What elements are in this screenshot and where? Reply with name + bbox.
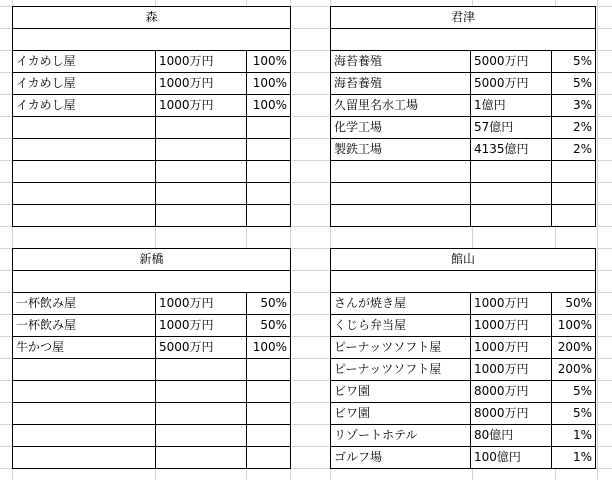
table-title-row bbox=[331, 249, 596, 271]
table-row bbox=[13, 139, 291, 161]
value-cell[interactable]: 80億円 bbox=[471, 425, 552, 447]
business-name-cell[interactable] bbox=[13, 205, 156, 227]
table-row bbox=[331, 359, 596, 381]
business-name-cell[interactable] bbox=[13, 381, 156, 403]
value-cell[interactable]: 1000万円 bbox=[471, 315, 552, 337]
value-cell[interactable]: 1億円 bbox=[471, 95, 552, 117]
percent-cell[interactable]: 3% bbox=[552, 95, 596, 117]
percent-cell[interactable]: 100% bbox=[247, 73, 291, 95]
percent-cell[interactable]: 5% bbox=[552, 403, 596, 425]
percent-cell[interactable] bbox=[247, 359, 291, 381]
percent-cell[interactable]: 100% bbox=[247, 51, 291, 73]
blank-cell[interactable] bbox=[331, 271, 596, 293]
value-cell[interactable] bbox=[156, 183, 247, 205]
percent-cell[interactable] bbox=[247, 183, 291, 205]
value-cell[interactable]: 1000万円 bbox=[156, 51, 247, 73]
business-name-cell[interactable]: 化学工場 bbox=[331, 117, 471, 139]
percent-cell[interactable] bbox=[247, 205, 291, 227]
table-title-row bbox=[13, 7, 291, 29]
value-cell[interactable] bbox=[471, 183, 552, 205]
location-title-cell[interactable]: 君津 bbox=[331, 7, 596, 29]
percent-cell[interactable]: 5% bbox=[552, 381, 596, 403]
value-cell[interactable] bbox=[156, 117, 247, 139]
blank-row bbox=[13, 271, 291, 293]
percent-cell[interactable]: 50% bbox=[247, 293, 291, 315]
business-name-cell[interactable]: さんが焼き屋 bbox=[331, 293, 471, 315]
percent-cell[interactable]: 5% bbox=[552, 51, 596, 73]
percent-cell[interactable]: 50% bbox=[247, 315, 291, 337]
percent-cell[interactable] bbox=[247, 447, 291, 469]
table-row bbox=[331, 425, 596, 447]
percent-cell[interactable]: 1% bbox=[552, 447, 596, 469]
value-cell[interactable]: 57億円 bbox=[471, 117, 552, 139]
table-title-row bbox=[331, 7, 596, 29]
percent-cell[interactable] bbox=[247, 381, 291, 403]
value-cell[interactable] bbox=[156, 425, 247, 447]
table-row bbox=[13, 359, 291, 381]
table-row bbox=[331, 403, 596, 425]
percent-cell[interactable]: 100% bbox=[247, 337, 291, 359]
value-cell[interactable] bbox=[471, 161, 552, 183]
property-table-shinbashi bbox=[12, 248, 291, 469]
table-row bbox=[13, 183, 291, 205]
percent-cell[interactable] bbox=[552, 161, 596, 183]
percent-cell[interactable] bbox=[552, 205, 596, 227]
percent-cell[interactable] bbox=[247, 117, 291, 139]
table-row bbox=[13, 403, 291, 425]
value-cell[interactable] bbox=[471, 205, 552, 227]
percent-cell[interactable]: 200% bbox=[552, 337, 596, 359]
blank-cell[interactable] bbox=[331, 29, 596, 51]
value-cell[interactable] bbox=[156, 381, 247, 403]
value-cell[interactable] bbox=[156, 359, 247, 381]
property-table-kimitsu bbox=[330, 6, 596, 227]
table-row bbox=[13, 425, 291, 447]
business-name-cell[interactable] bbox=[13, 183, 156, 205]
percent-cell[interactable]: 100% bbox=[552, 315, 596, 337]
business-name-cell[interactable] bbox=[331, 161, 471, 183]
table-row bbox=[331, 95, 596, 117]
business-name-cell[interactable]: ゴルフ場 bbox=[331, 447, 471, 469]
table-row bbox=[331, 381, 596, 403]
percent-cell[interactable] bbox=[247, 139, 291, 161]
location-title-cell[interactable]: 新橋 bbox=[13, 249, 291, 271]
business-name-cell[interactable]: 製鉄工場 bbox=[331, 139, 471, 161]
percent-cell[interactable]: 1% bbox=[552, 425, 596, 447]
table-row bbox=[13, 117, 291, 139]
table-title-row bbox=[13, 249, 291, 271]
business-name-cell[interactable] bbox=[13, 359, 156, 381]
blank-cell[interactable] bbox=[13, 29, 291, 51]
table-row bbox=[331, 139, 596, 161]
business-name-cell[interactable]: 海苔養殖 bbox=[331, 51, 471, 73]
business-name-cell[interactable]: ビワ園 bbox=[331, 403, 471, 425]
business-name-cell[interactable]: イカめし屋 bbox=[13, 73, 156, 95]
value-cell[interactable] bbox=[156, 205, 247, 227]
table-row bbox=[13, 337, 291, 359]
business-name-cell[interactable]: 牛かつ屋 bbox=[13, 337, 156, 359]
business-name-cell[interactable] bbox=[13, 403, 156, 425]
percent-cell[interactable]: 2% bbox=[552, 139, 596, 161]
percent-cell[interactable] bbox=[247, 425, 291, 447]
table-row bbox=[331, 51, 596, 73]
business-name-cell[interactable]: くじら弁当屋 bbox=[331, 315, 471, 337]
blank-row bbox=[331, 29, 596, 51]
table-row bbox=[13, 51, 291, 73]
value-cell[interactable]: 1000万円 bbox=[471, 337, 552, 359]
blank-row bbox=[331, 271, 596, 293]
percent-cell[interactable] bbox=[247, 403, 291, 425]
percent-cell[interactable] bbox=[247, 161, 291, 183]
table-row bbox=[331, 73, 596, 95]
value-cell[interactable]: 1000万円 bbox=[156, 95, 247, 117]
value-cell[interactable] bbox=[156, 139, 247, 161]
business-name-cell[interactable]: 海苔養殖 bbox=[331, 73, 471, 95]
business-name-cell[interactable] bbox=[13, 139, 156, 161]
business-name-cell[interactable] bbox=[331, 205, 471, 227]
table-row bbox=[331, 205, 596, 227]
location-title-cell[interactable]: 森 bbox=[13, 7, 291, 29]
value-cell[interactable]: 1000万円 bbox=[156, 315, 247, 337]
business-name-cell[interactable] bbox=[13, 425, 156, 447]
property-table-tateyama bbox=[330, 248, 596, 469]
table-row bbox=[13, 315, 291, 337]
business-name-cell[interactable]: ピーナッツソフト屋 bbox=[331, 337, 471, 359]
business-name-cell[interactable]: ピーナッツソフト屋 bbox=[331, 359, 471, 381]
value-cell[interactable]: 5000万円 bbox=[471, 73, 552, 95]
table-row bbox=[331, 183, 596, 205]
table-row bbox=[13, 381, 291, 403]
value-cell[interactable]: 1000万円 bbox=[156, 73, 247, 95]
business-name-cell[interactable]: 一杯飲み屋 bbox=[13, 315, 156, 337]
table-row bbox=[13, 73, 291, 95]
blank-cell[interactable] bbox=[13, 271, 291, 293]
value-cell[interactable] bbox=[156, 447, 247, 469]
table-row bbox=[331, 117, 596, 139]
percent-cell[interactable]: 100% bbox=[247, 95, 291, 117]
business-name-cell[interactable]: イカめし屋 bbox=[13, 51, 156, 73]
percent-cell[interactable]: 50% bbox=[552, 293, 596, 315]
value-cell[interactable]: 8000万円 bbox=[471, 403, 552, 425]
table-row bbox=[13, 161, 291, 183]
value-cell[interactable]: 1000万円 bbox=[471, 293, 552, 315]
percent-cell[interactable]: 5% bbox=[552, 73, 596, 95]
table-row bbox=[13, 293, 291, 315]
table-row bbox=[13, 447, 291, 469]
value-cell[interactable]: 5000万円 bbox=[471, 51, 552, 73]
business-name-cell[interactable]: 久留里名水工場 bbox=[331, 95, 471, 117]
table-row bbox=[331, 447, 596, 469]
table-row bbox=[331, 315, 596, 337]
table-row bbox=[13, 205, 291, 227]
value-cell[interactable]: 8000万円 bbox=[471, 381, 552, 403]
business-name-cell[interactable]: ビワ園 bbox=[331, 381, 471, 403]
value-cell[interactable]: 5000万円 bbox=[156, 337, 247, 359]
value-cell[interactable]: 4135億円 bbox=[471, 139, 552, 161]
business-name-cell[interactable]: イカめし屋 bbox=[13, 95, 156, 117]
gridline-col bbox=[597, 0, 598, 480]
business-name-cell[interactable]: 一杯飲み屋 bbox=[13, 293, 156, 315]
location-title-cell[interactable]: 館山 bbox=[331, 249, 596, 271]
value-cell[interactable]: 1000万円 bbox=[156, 293, 247, 315]
table-row bbox=[331, 337, 596, 359]
business-name-cell[interactable] bbox=[13, 117, 156, 139]
business-name-cell[interactable] bbox=[331, 183, 471, 205]
business-name-cell[interactable]: リゾートホテル bbox=[331, 425, 471, 447]
percent-cell[interactable] bbox=[552, 183, 596, 205]
business-name-cell[interactable] bbox=[13, 447, 156, 469]
value-cell[interactable] bbox=[156, 161, 247, 183]
value-cell[interactable]: 1000万円 bbox=[471, 359, 552, 381]
percent-cell[interactable]: 2% bbox=[552, 117, 596, 139]
value-cell[interactable] bbox=[156, 403, 247, 425]
property-table-mori bbox=[12, 6, 291, 227]
value-cell[interactable]: 100億円 bbox=[471, 447, 552, 469]
blank-row bbox=[13, 29, 291, 51]
percent-cell[interactable]: 200% bbox=[552, 359, 596, 381]
business-name-cell[interactable] bbox=[13, 161, 156, 183]
table-row bbox=[331, 161, 596, 183]
table-row bbox=[13, 95, 291, 117]
table-row bbox=[331, 293, 596, 315]
